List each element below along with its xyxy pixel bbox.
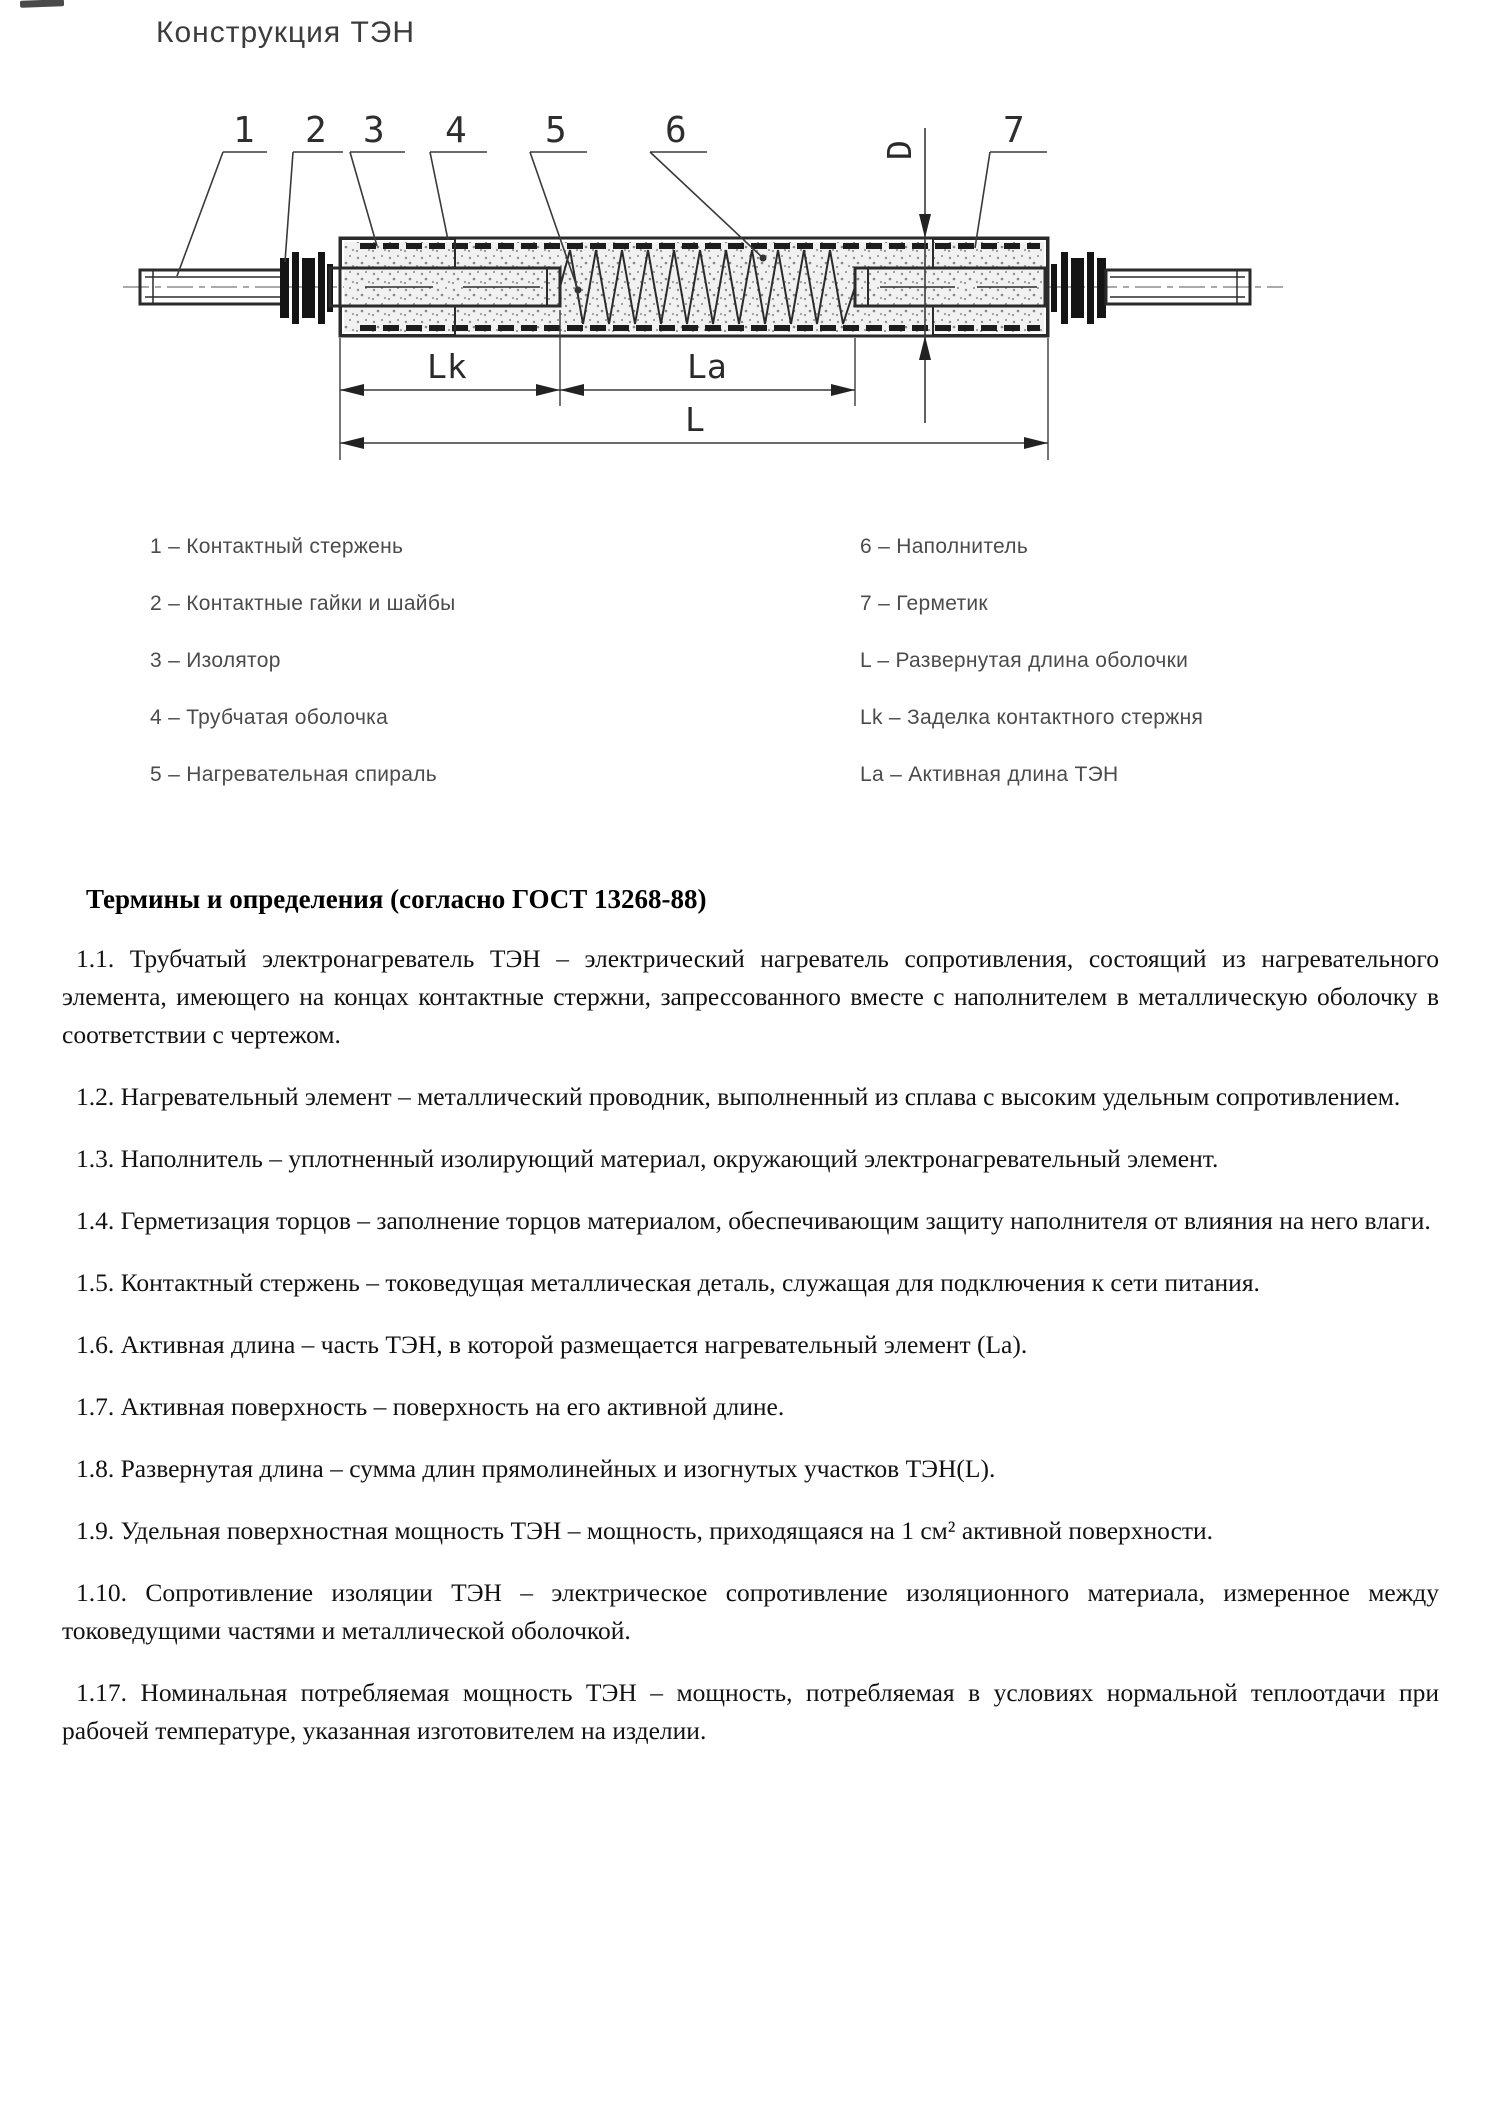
legend-item-4: 4 – Трубчатая оболочка	[150, 706, 389, 729]
legend-item-6: 6 – Наполнитель	[860, 535, 1029, 558]
contact-nuts-left	[280, 252, 333, 324]
callout-2: 2	[305, 110, 327, 151]
terms-heading: Термины и определения (согласно ГОСТ 13268-88)	[86, 884, 707, 914]
callout-3: 3	[363, 110, 385, 151]
legend-item-7: 7 – Герметик	[860, 592, 988, 615]
term-1-6: 1.6. Активная длина – часть ТЭН, в которой размещается нагревательный элемент (La).	[76, 1330, 1028, 1359]
leader-dot-spiral	[575, 287, 582, 294]
diameter-label: D	[880, 140, 919, 160]
heater-construction-diagram	[115, 78, 1295, 478]
term-1-17: 1.17. Номинальная потребляемая мощность ТЭН – мощность, потребляемая в условиях нормальной теплоотдачи при рабочей температуре, указанная изготовителем на изделии.	[62, 1678, 1439, 1745]
callout-5: 5	[545, 110, 567, 151]
dim-l-label: L	[685, 400, 705, 439]
callout-1: 1	[233, 110, 255, 151]
scan-artifact	[20, 0, 64, 8]
dim-l	[340, 400, 1048, 449]
leader-dot-filler	[760, 255, 767, 262]
term-1-7: 1.7. Активная поверхность – поверхность на его активной длине.	[76, 1392, 785, 1421]
legend-item-1: 1 – Контактный стержень	[150, 535, 404, 558]
term-1-2: 1.2. Нагревательный элемент – металлический проводник, выполненный из сплава с высоким удельным сопротивлением.	[76, 1082, 1401, 1111]
term-1-8: 1.8. Развернутая длина – сумма длин прямолинейных и изогнутых участков ТЭН(L).	[76, 1454, 996, 1483]
term-1-9: 1.9. Удельная поверхностная мощность ТЭН – мощность, приходящаяся на 1 см² активной поверхности.	[76, 1516, 1214, 1545]
dim-lk	[340, 347, 560, 396]
legend-left-column	[150, 533, 456, 818]
term-1-10: 1.10. Сопротивление изоляции ТЭН – электрическое сопротивление изоляционного материала, измеренное между токоведущими частями и металлической оболочкой.	[62, 1578, 1439, 1645]
legend-item-Lk: Lk – Заделка контактного стержня	[860, 706, 1204, 729]
callout-6: 6	[665, 110, 687, 151]
contact-nuts-right	[1051, 252, 1106, 324]
terms-section	[62, 882, 1439, 1774]
legend-item-L: L – Развернутая длина оболочки	[860, 649, 1189, 672]
term-1-1: 1.1. Трубчатый электронагреватель ТЭН – электрический нагреватель сопротивления, состоящий из нагревательного элемента, имеющего на концах контактные стержни, запрессованного вместе с наполнителем в металлическую оболочку в соответствии с чертежом.	[62, 944, 1439, 1049]
dim-la	[560, 347, 855, 396]
legend-item-5: 5 – Нагревательная спираль	[150, 763, 438, 786]
dim-la-label: La	[687, 347, 727, 386]
callout-4: 4	[445, 110, 467, 151]
callout-7: 7	[1003, 110, 1025, 151]
heater-diagram-svg	[115, 78, 1295, 478]
term-1-3: 1.3. Наполнитель – уплотненный изолирующий материал, окружающий электронагревательный элемент.	[76, 1144, 1219, 1173]
page-title: Конструкция ТЭН	[156, 16, 416, 49]
legend-right-column	[860, 533, 1203, 818]
legend-item-La: La – Активная длина ТЭН	[860, 763, 1119, 786]
dim-lk-label: Lk	[427, 347, 467, 386]
term-1-5: 1.5. Контактный стержень – токоведущая металлическая деталь, служащая для подключения к сети питания.	[76, 1268, 1260, 1297]
legend-item-3: 3 – Изолятор	[150, 649, 281, 672]
term-1-4: 1.4. Герметизация торцов – заполнение торцов материалом, обеспечивающим защиту наполнителя от влияния на него влаги.	[76, 1206, 1431, 1235]
legend-item-2: 2 – Контактные гайки и шайбы	[150, 592, 456, 615]
